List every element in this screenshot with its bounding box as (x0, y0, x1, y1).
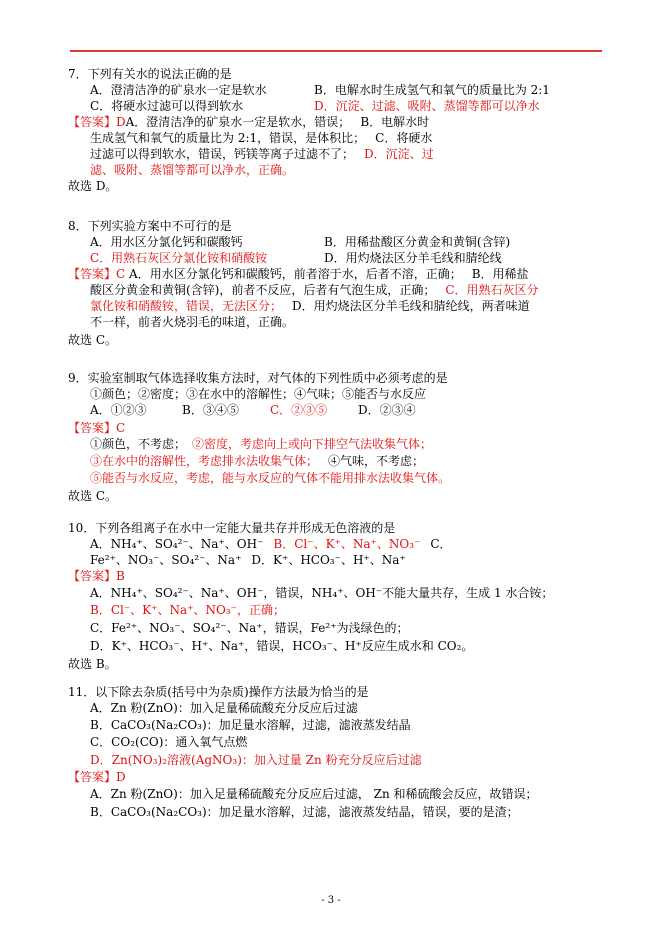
q9-stem: 9．实验室制取气体选择收集方法时，对气体的下列性质中必须考虑的是 (68, 371, 448, 385)
q9-properties: ①颜色；②密度；③在水中的溶解性；④气味；⑤能否与水反应 (90, 387, 427, 401)
q7-exp-5: 过滤可以得到软水，错误，钙镁等离子过滤不了； (90, 147, 355, 161)
q7-stem: 7．下列有关水的说法正确的是 (68, 67, 232, 81)
q8-option-a: A．用水区分氯化钙和碳酸钙 (90, 235, 243, 249)
q10-conclusion: 故选 B。 (68, 657, 117, 671)
q8-exp-line3 (90, 298, 530, 314)
q10-stem: 10．下列各组离子在水中一定能大量共存并形成无色溶液的是 (68, 521, 396, 535)
answer-value: D (116, 770, 126, 784)
q9-option-d: D．②③④ (358, 403, 416, 417)
answer-label: 【答案】 (68, 569, 117, 583)
answer-value: D (116, 115, 126, 129)
q11-answer (68, 769, 126, 785)
q9-conclusion: 故选 C。 (68, 489, 117, 503)
q7-option-c: C．将硬水过滤可以得到软水 (90, 99, 244, 113)
q9-exp-line2 (90, 453, 424, 469)
q8-exp-7: 不一样，前者火烧羽毛的味道，正确。 (90, 315, 295, 329)
q9-exp-line1 (90, 436, 432, 452)
answer-label: 【答案】 (68, 267, 117, 281)
q8-conclusion: 故选 C。 (68, 333, 117, 347)
q7-option-b: B．电解水时生成氢气和氧气的质量比为 2:1 (314, 83, 550, 97)
q7-conclusion: 故选 D。 (68, 179, 118, 193)
q9-exp-3: ③在水中的溶解性，考虑排水法收集气体； (90, 454, 319, 468)
q7-exp-line2 (90, 130, 432, 146)
q7-exp-3: 生成氢气和氧气的质量比为 2:1，错误，是体积比； (90, 131, 366, 145)
q8-exp-5: 氯化铵和硝酸铵，错误，无法区分； (90, 299, 283, 313)
q8-option-b: B．用稀盐酸区分黄金和黄铜(含锌) (324, 235, 511, 249)
header-rule (70, 50, 602, 52)
q10-option-a: A．NH₄⁺、SO₄²⁻、Na⁺、OH⁻ (90, 537, 264, 551)
q8-exp-6: D．用灼烧法区分羊毛线和腈纶线，两者味道 (292, 299, 530, 313)
q11-exp-2: B．CaCO₃(Na₂CO₃)：加足量水溶解，过滤，滤液蒸发结晶，错误，要的是渣； (90, 805, 519, 819)
answer-label: 【答案】 (68, 421, 117, 435)
q10-exp-2: B．Cl⁻、K⁺、Na⁺、NO₃⁻，正确； (90, 603, 285, 617)
q11-option-b: B．CaCO₃(Na₂CO₃)：加足量水溶解，过滤，滤液蒸发结晶 (90, 718, 411, 732)
q10-options-line2 (90, 552, 406, 568)
q9-option-c: C．②③⑤ (270, 403, 328, 417)
q7-option-d: D．沉淀、过滤、吸附、蒸馏等都可以净水 (314, 99, 540, 113)
q7-option-a: A．澄清洁净的矿泉水一定是软水 (90, 83, 267, 97)
q11-exp-1: A．Zn 粉(ZnO)：加入足量稀硫酸充分反应后过滤， Zn 和稀硫酸会反应，故错误； (90, 787, 538, 801)
q8-exp-2: B．用稀盐 (471, 267, 529, 281)
q10-exp-3: C．Fe²⁺、NO₃⁻、SO₄²⁻、Na⁺，错误，Fe²⁺为浅绿色的； (90, 621, 409, 635)
q11-option-a: A．Zn 粉(ZnO)：加入足量稀硫酸充分反应后过滤 (90, 701, 358, 715)
q8-exp-3: 酸区分黄金和黄铜(含锌)，前者不反应，后者有气泡生成，正确； (90, 283, 436, 297)
q9-answer (68, 420, 125, 436)
answer-value: C (116, 421, 126, 435)
answer-label: 【答案】 (68, 115, 117, 129)
q11-stem: 11．以下除去杂质(括号中为杂质)操作方法最为恰当的是 (68, 685, 369, 699)
page-number: - 3 - (321, 895, 341, 906)
q10-exp-4: D．K⁺、HCO₃⁻、H⁺、Na⁺，错误，HCO₃⁻、H⁺反应生成水和 CO₂。 (90, 639, 474, 653)
q9-option-b: B．③④⑤ (182, 403, 239, 417)
q7-exp-1: A．澄清洁净的矿泉水一定是软水，错误； (125, 115, 351, 129)
q9-exp-5: ⑤能否与水反应，考虑，能与水反应的气体不能用排水法收集气体。 (90, 471, 451, 485)
q8-exp-1: A．用水区分氯化钙和碳酸钙，前者溶于水，后者不溶，正确； (129, 267, 462, 281)
answer-label: 【答案】 (68, 770, 117, 784)
q9-exp-4: ④气味，不考虑； (328, 454, 425, 468)
q8-option-d: D．用灼烧法区分羊毛线和腈纶线 (324, 251, 502, 265)
q7-exp-2: B．电解水时 (360, 115, 430, 129)
q11-option-d: D．Zn(NO₃)₂溶液(AgNO₃)：加入过量 Zn 粉充分反应后过滤 (90, 753, 422, 767)
q9-option-a: A．①②③ (90, 403, 147, 417)
q10-option-d: D．K⁺、HCO₃⁻、H⁺、Na⁺ (251, 553, 406, 567)
q7-exp-4: C．将硬水 (375, 131, 433, 145)
q10-options-line1 (90, 536, 452, 552)
q7-exp-6: D．沉淀、过 (364, 147, 434, 161)
q8-option-c: C．用熟石灰区分氯化铵和硝酸铵 (90, 251, 268, 265)
q7-exp-7: 滤、吸附、蒸馏等都可以净水，正确。 (90, 163, 295, 177)
q9-exp-2: ②密度，考虑向上或向下排空气法收集气体； (192, 437, 433, 451)
q8-exp-4: C．用熟石灰区分 (445, 283, 539, 297)
q10-exp-1: A．NH₄⁺、SO₄²⁻、Na⁺、OH⁻，错误，NH₄⁺、OH⁻不能大量共存，生成 1 水合铵； (90, 586, 554, 600)
q11-option-c: C．CO₂(CO)：通入氧气点燃 (90, 735, 248, 749)
q8-stem: 8．下列实验方案中不可行的是 (68, 219, 232, 233)
q8-answer (68, 266, 529, 282)
q10-option-c: Fe²⁺、NO₃⁻、SO₄²⁻、Na⁺ (90, 553, 242, 567)
q9-exp-1: ①颜色，不考虑； (90, 437, 187, 451)
q7-answer (68, 114, 429, 130)
answer-value: C (116, 267, 126, 281)
q7-exp-line3 (90, 146, 434, 162)
q10-answer (68, 568, 125, 584)
q10-option-c-head: C． (430, 537, 452, 551)
q10-option-b: B．Cl⁻、K⁺、Na⁺、NO₃⁻ (273, 537, 421, 551)
answer-value: B (116, 569, 125, 583)
q8-exp-line2 (90, 282, 539, 298)
